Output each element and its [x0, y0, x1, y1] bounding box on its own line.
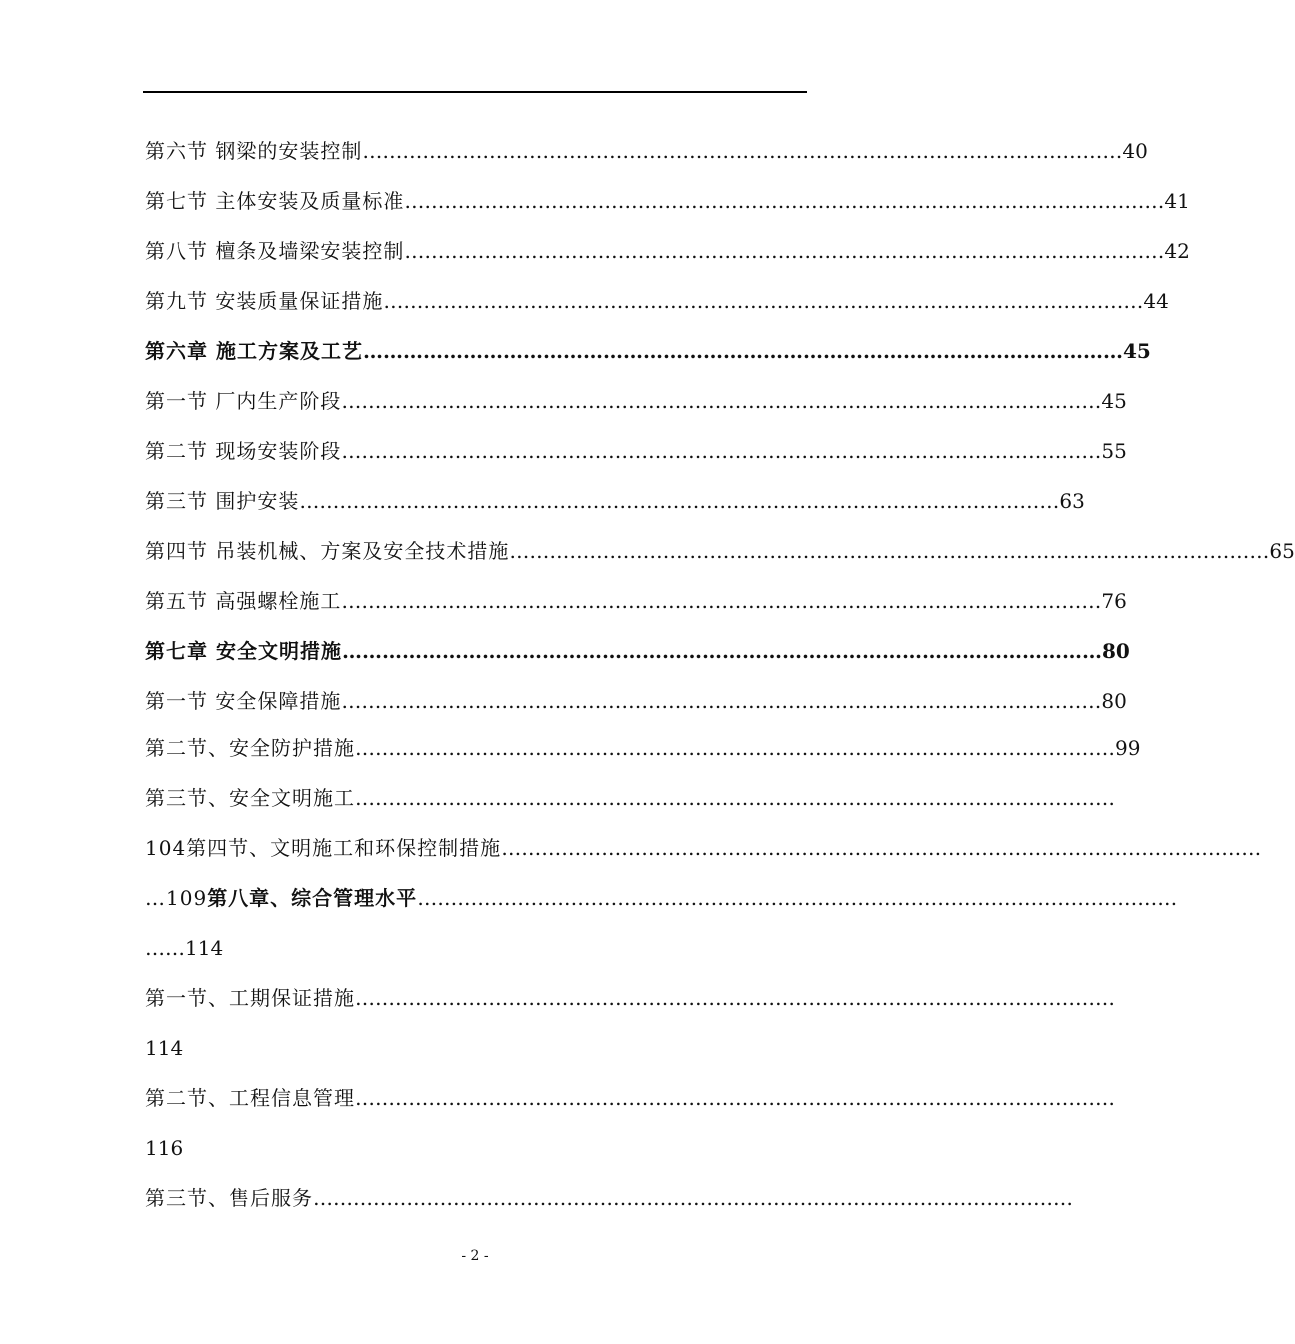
toc-entry[interactable] [145, 983, 1115, 1013]
toc-entry-page: 80 [1101, 689, 1127, 713]
toc-leader-dots: …………………………………………………………………………………………………… [341, 639, 1102, 663]
toc-entry-label: 第八节 檀条及墙梁安装控制 [145, 239, 405, 263]
toc-entry[interactable] [145, 436, 1127, 466]
toc-leader-dots: …………………………………………………………………………………………………… [509, 539, 1270, 563]
toc-entry-label: 第三节、售后服务 [145, 1186, 313, 1210]
toc-leader-dots: …………………………………………………………………………………………………… [383, 289, 1144, 313]
toc-entry[interactable] [145, 1183, 1073, 1213]
toc-leader-dots: …………………………………………………………………………………………………… [404, 189, 1165, 213]
toc-entry[interactable] [145, 733, 1141, 763]
toc-entry-page: 76 [1101, 589, 1127, 613]
page-number: - 2 - [461, 1248, 489, 1264]
toc-entry-label: 第七章 安全文明措施 [145, 639, 342, 663]
toc-entry-page: 45 [1101, 389, 1127, 413]
toc-entry-label: 第三节、安全文明施工 [145, 786, 355, 810]
toc-leader-dots: …………………………………………………………………………………………………… [299, 489, 1060, 513]
toc-chapter-label: 第八章、综合管理水平 [207, 886, 418, 910]
toc-entry-label: 第四节 吊装机械、方案及安全技术措施 [145, 539, 510, 563]
toc-page-carryover: 104 [145, 836, 187, 860]
toc-entry[interactable] [145, 783, 1115, 813]
toc-chapter-entry[interactable] [145, 636, 1130, 666]
toc-entry-label: 第六节 钢梁的安装控制 [145, 139, 363, 163]
toc-entry-page: 45 [1122, 339, 1151, 363]
toc-page-carryover: 116 [145, 1136, 184, 1160]
toc-entry[interactable] [145, 1083, 1115, 1113]
toc-leader-dots: …………………………………………………………………………………………………… [404, 239, 1165, 263]
header-rule [143, 91, 807, 93]
toc-entry[interactable] [145, 386, 1127, 416]
toc-leader-dots: …………………………………………………………………………………………………… [355, 736, 1115, 760]
toc-entry-page: 40 [1122, 139, 1148, 163]
toc-entry-label: 第二节、工程信息管理 [145, 1086, 355, 1110]
toc-entry-page: 44 [1143, 289, 1169, 313]
toc-entry[interactable] [145, 486, 1085, 516]
toc-entry[interactable] [145, 236, 1190, 266]
toc-leader-dots: …………………………………………………………………………………………………… [355, 1086, 1115, 1110]
toc-entry-page: 80 [1101, 639, 1130, 663]
toc-entry-label: 第三节 围护安装 [145, 489, 300, 513]
toc-entry-label: 第九节 安装质量保证措施 [145, 289, 384, 313]
toc-leader-dots: …………………………………………………………………………………………………… [417, 886, 1178, 910]
toc-entry[interactable] [145, 286, 1169, 316]
toc-entry-page: 65 [1269, 539, 1295, 563]
toc-leader-dots: …………………………………………………………………………………………………… [313, 1186, 1073, 1210]
toc-leader-dots: …………………………………………………………………………………………………… [341, 439, 1102, 463]
toc-leader-dots: …………………………………………………………………………………………………… [341, 689, 1102, 713]
toc-entry-label: 第一节 安全保障措施 [145, 689, 342, 713]
toc-entry-page: 99 [1115, 736, 1141, 760]
toc-entry-page: 55 [1101, 439, 1127, 463]
toc-entry[interactable] [145, 686, 1127, 716]
toc-chapter-entry[interactable] [145, 336, 1151, 366]
toc-entry-label: 第二节、安全防护措施 [145, 736, 355, 760]
toc-leader-dots: …………………………………………………………………………………………………… [355, 786, 1115, 810]
toc-entry[interactable] [145, 883, 1178, 913]
toc-entry-label: 第六章 施工方案及工艺 [145, 339, 363, 363]
toc-entry-label: 第一节、工期保证措施 [145, 986, 355, 1010]
toc-leader-dots: …………………………………………………………………………………………………… [362, 339, 1123, 363]
toc-entry[interactable] [145, 586, 1127, 616]
toc-entry[interactable] [145, 136, 1148, 166]
toc-entry-page: 42 [1164, 239, 1190, 263]
toc-page-carryover: 114 [145, 1036, 184, 1060]
toc-page-carryover: ……114 [145, 936, 224, 960]
toc-entry[interactable] [145, 833, 1262, 863]
toc-entry-page: 41 [1164, 189, 1190, 213]
toc-leader-dots: …………………………………………………………………………………………………… [501, 836, 1262, 860]
toc-leader-dots: …………………………………………………………………………………………………… [341, 589, 1102, 613]
toc-entry[interactable] [145, 186, 1190, 216]
toc-entry-label: 第五节 高强螺栓施工 [145, 589, 342, 613]
toc-entry-label: 第一节 厂内生产阶段 [145, 389, 342, 413]
toc-entry-page: 63 [1059, 489, 1085, 513]
toc-leader-dots: …………………………………………………………………………………………………… [362, 139, 1123, 163]
toc-entry-label: 第二节 现场安装阶段 [145, 439, 342, 463]
toc-leader-dots: …………………………………………………………………………………………………… [355, 986, 1115, 1010]
toc-entry-label: 第四节、文明施工和环保控制措施 [186, 836, 502, 860]
toc-entry[interactable] [145, 536, 1295, 566]
toc-page-carryover: …109 [145, 886, 208, 910]
toc-entry-label: 第七节 主体安装及质量标准 [145, 189, 405, 213]
toc-leader-dots: …………………………………………………………………………………………………… [341, 389, 1102, 413]
